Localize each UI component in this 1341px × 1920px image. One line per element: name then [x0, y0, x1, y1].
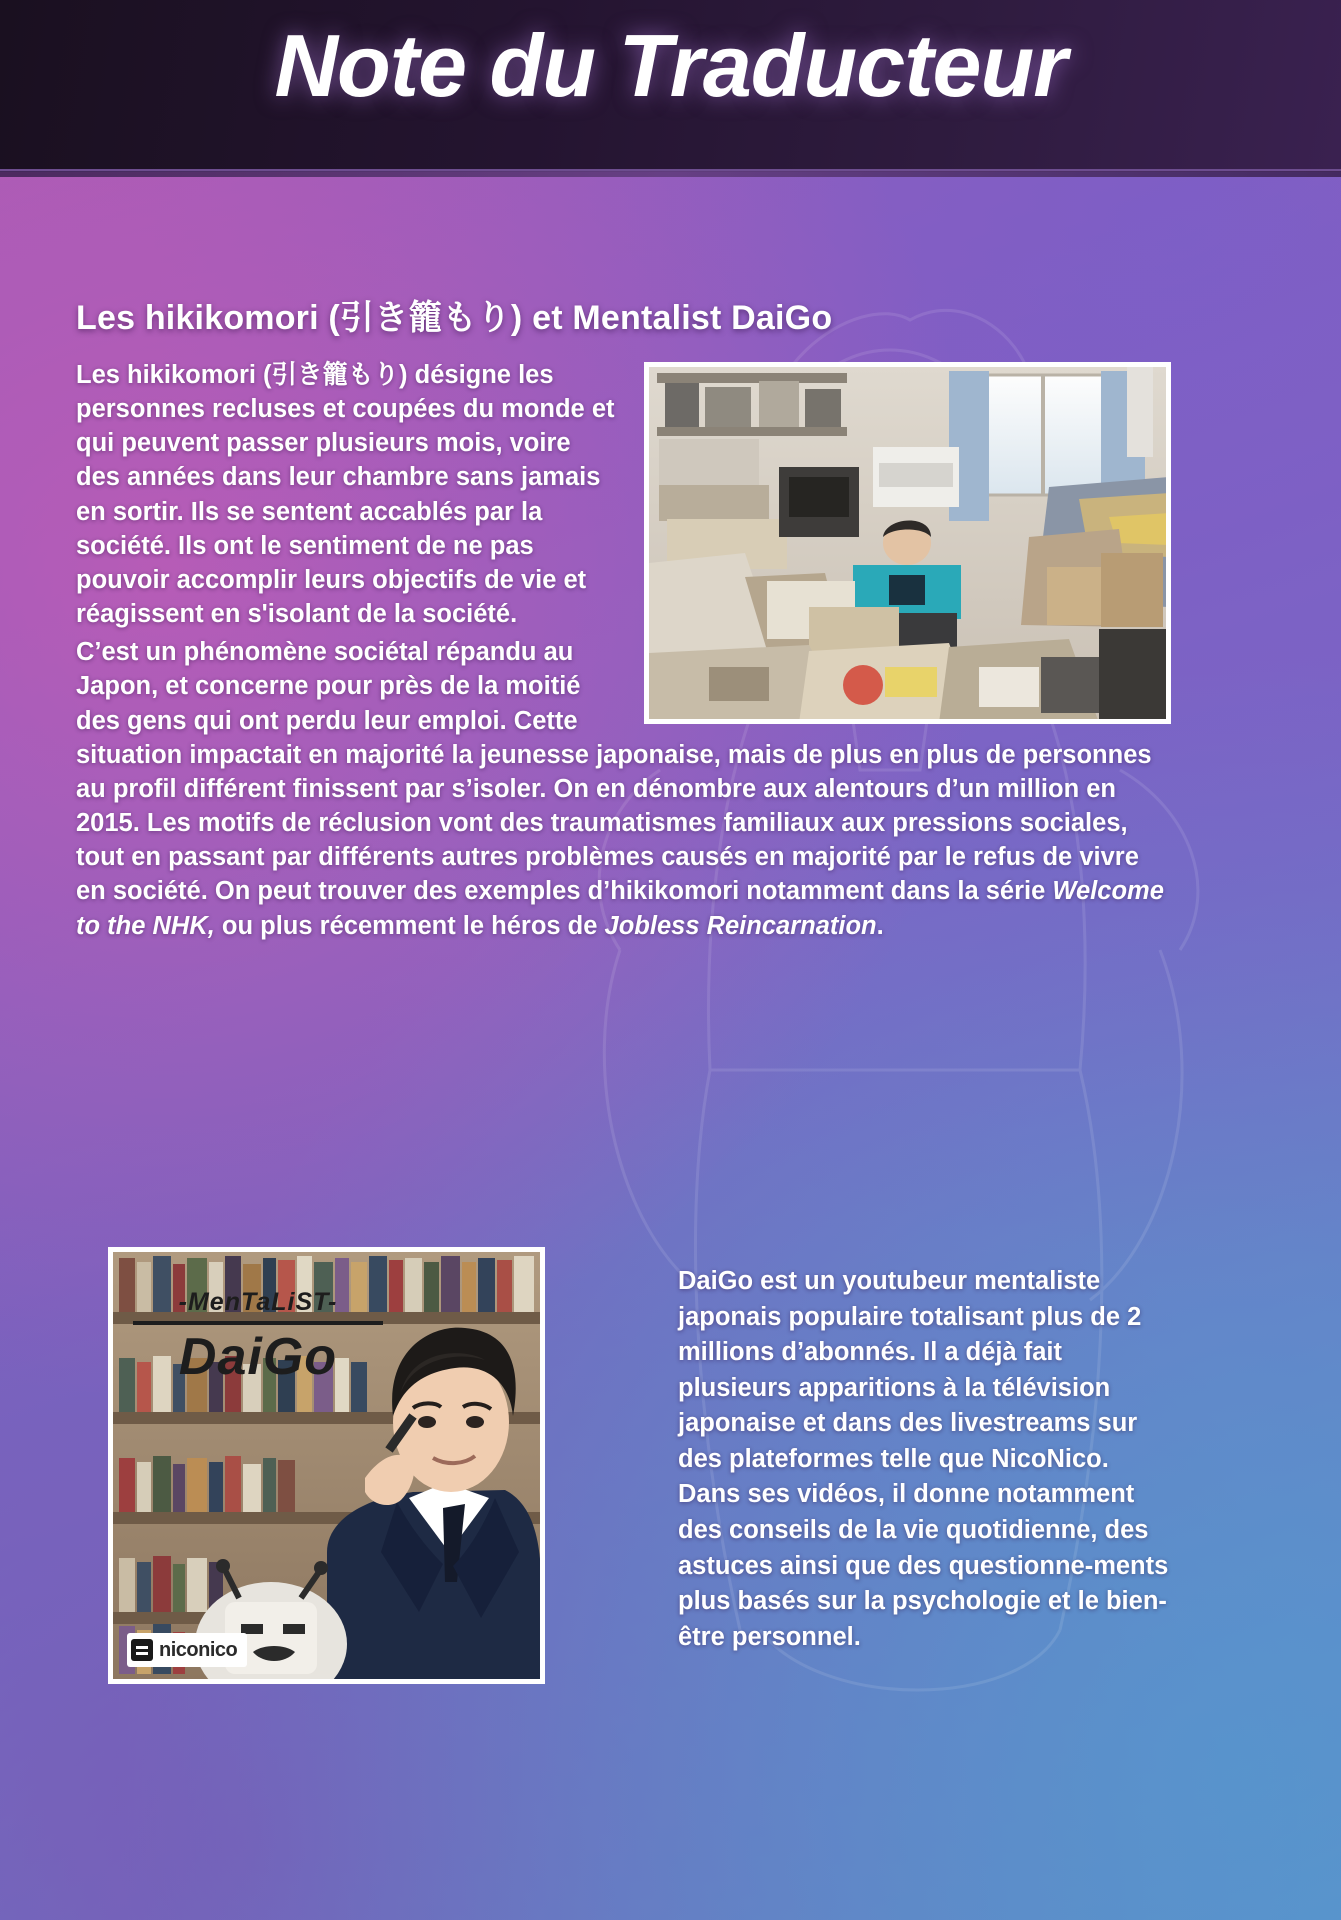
daigo-overlay-line1: -MenTaLiST-: [178, 1288, 338, 1316]
section-title: Les hikikomori (引き籠もり) et Mentalist DaiGo: [76, 299, 833, 337]
series-title-jobless: Jobless Reincarnation: [604, 911, 877, 940]
daigo-overlay-title: [133, 1288, 383, 1387]
series-title-nhk: Welcome to the NHK,: [76, 877, 1164, 940]
paragraph-2-part1: C’est un phénomène sociétal répandu au Japon, et concerne pour près de la moitié des gens qui ont perdu leur emploi. Cette situation impactait en majorité la jeunesse japonaise, mais de plus en plus de personnes au profil différent finissent par s’isoler. On en dénombre aux alentours d’un million en 2015. Les motifs de réclusion vont des traumatismes familiaux aux pressions sociales, tout en passant par différents autres problèmes causés en majorité par le refus de vivre en société. On peut trouver des exemples d’hikikomori notamment dans la série: [76, 638, 1152, 906]
paragraph-2-part3: .: [876, 911, 884, 940]
page-content: [0, 172, 1341, 1920]
page-header: [0, 0, 1341, 172]
paragraph-2-part2: ou plus récemment le héros de: [214, 911, 605, 940]
room-illustration: [649, 367, 1166, 719]
page-title: Note du Traducteur: [274, 16, 1067, 115]
intro-text-block: [76, 358, 1171, 943]
niconico-logo-icon: [131, 1639, 153, 1661]
intro-paragraph-1: Les hikikomori (引き籠もり) désigne les personnes recluses et coupées du monde et qui peuvent passer plusieurs mois, voire des années dans leur chambre sans jamais en sortir. Ils se sentent accablés par la société. Ils ont le sentiment de ne pas pouvoir accomplir leurs objectifs de vie et réagissent en s'isolant de la société.: [76, 361, 615, 629]
daigo-overlay-rule: [133, 1321, 383, 1325]
daigo-paragraph: DaiGo est un youtubeur mentaliste japonais populaire totalisant plus de 2 millions d’abonnés. Il a déjà fait plusieurs apparitions à la télévision japonaise et dans des livestreams sur des plateformes telle que NicoNico. Dans ses vidéos, il donne notamment des conseils de la vie quotidienne, des astuces ainsi que des questionne-ments plus basés sur la psychologie et le bien-être personnel.: [678, 1267, 1169, 1651]
daigo-overlay-line2: DaiGo: [178, 1328, 338, 1386]
niconico-label: niconico: [159, 1638, 238, 1661]
mentalist-daigo-photo: [108, 1247, 545, 1684]
hikikomori-room-photo: [644, 362, 1171, 724]
niconico-badge: [127, 1633, 247, 1667]
